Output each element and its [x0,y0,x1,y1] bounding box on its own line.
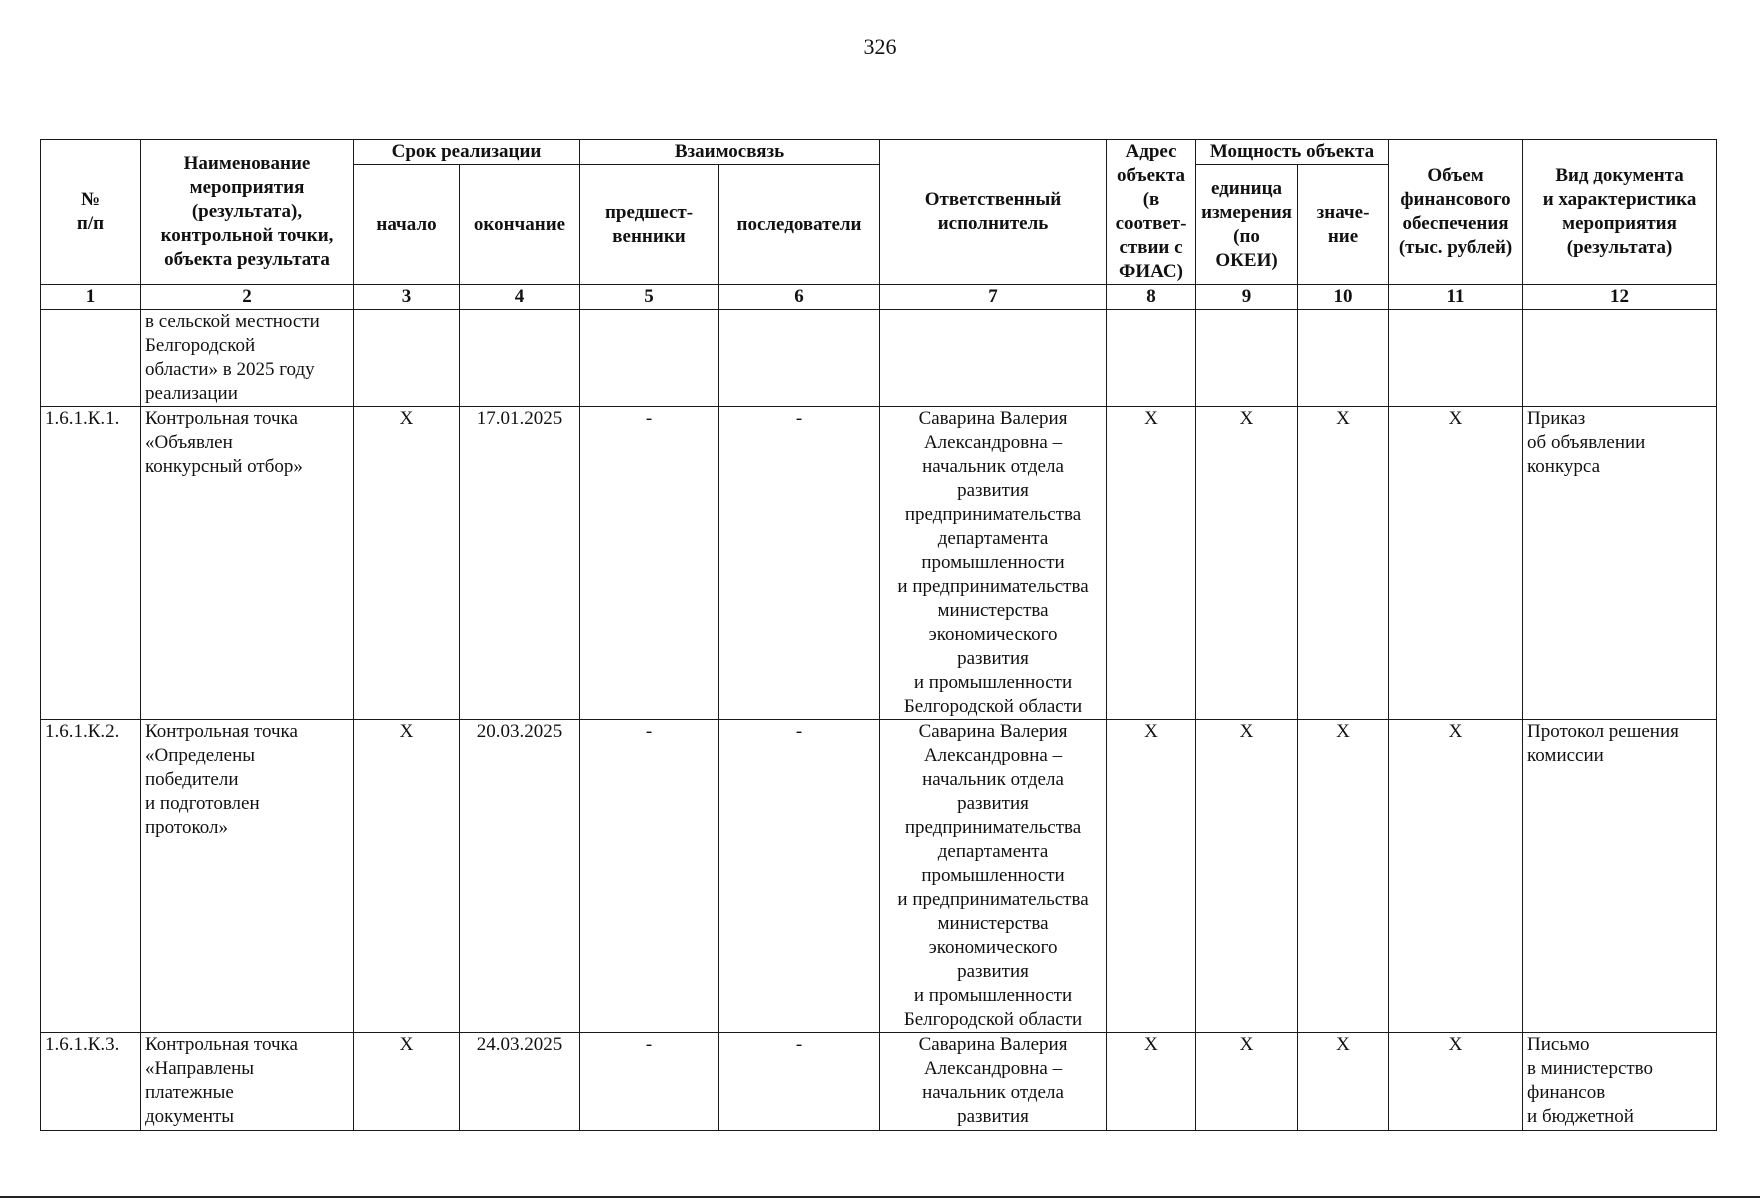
column-number: 10 [1298,285,1389,310]
header-value: значе- ние [1298,165,1389,285]
cell-successors: - [719,720,880,1033]
cell-name: Контрольная точка «Объявлен конкурсный отбор» [141,407,354,720]
header-start: начало [354,165,460,285]
cell-finance: X [1389,1033,1523,1131]
column-number: 7 [880,285,1107,310]
header-predecessors: предшест- венники [580,165,719,285]
cell-doc: Протокол решения комиссии [1523,720,1717,1033]
cell-finance: X [1389,407,1523,720]
column-number: 2 [141,285,354,310]
plan-table [40,139,1717,1131]
cell-num: 1.6.1.К.2. [41,720,141,1033]
cell-value: X [1298,720,1389,1033]
cell-empty [354,310,460,407]
cell-end: 20.03.2025 [460,720,580,1033]
cell-end: 24.03.2025 [460,1033,580,1131]
column-number: 11 [1389,285,1523,310]
header-responsible: Ответственный исполнитель [880,140,1107,285]
cell-value: X [1298,407,1389,720]
cell-unit: X [1196,720,1298,1033]
header-name: Наименование мероприятия (результата), контрольной точки, объекта результата [141,140,354,285]
cell-predecessors: - [580,1033,719,1131]
cell-successors: - [719,407,880,720]
table-row [41,407,1717,720]
table-row [41,1033,1717,1131]
header-end: окончание [460,165,580,285]
cell-start: X [354,720,460,1033]
cell-start: X [354,407,460,720]
column-number: 12 [1523,285,1717,310]
cell-empty [580,310,719,407]
column-number: 4 [460,285,580,310]
header-num: № п/п [41,140,141,285]
table-body [41,285,1717,1131]
cell-empty [1196,310,1298,407]
cell-end: 17.01.2025 [460,407,580,720]
cell-unit: X [1196,1033,1298,1131]
cell-address: X [1107,1033,1196,1131]
column-number: 8 [1107,285,1196,310]
cell-start: X [354,1033,460,1131]
cell-empty [1298,310,1389,407]
column-number: 9 [1196,285,1298,310]
cell-predecessors: - [580,720,719,1033]
cell-empty [41,310,141,407]
cell-unit: X [1196,407,1298,720]
cell-doc: Приказ об объявлении конкурса [1523,407,1717,720]
column-number: 5 [580,285,719,310]
cell-empty [460,310,580,407]
cell-name: в сельской местности Белгородской области» в 2025 году реализации [141,310,354,407]
cell-num: 1.6.1.К.1. [41,407,141,720]
table-row [41,720,1717,1033]
cell-address: X [1107,720,1196,1033]
continuation-row [41,310,1717,407]
column-number: 1 [41,285,141,310]
cell-empty [1107,310,1196,407]
column-number: 3 [354,285,460,310]
header-doc-type: Вид документа и характеристика мероприятия (результата) [1523,140,1717,285]
cell-predecessors: - [580,407,719,720]
cell-empty [1523,310,1717,407]
cell-responsible: Саварина Валерия Александровна – начальник отдела развития [880,1033,1107,1131]
table-header [41,140,1717,285]
cell-successors: - [719,1033,880,1131]
footer-rule [0,1196,1760,1198]
header-term: Срок реализации [354,140,580,165]
page-number: 326 [863,34,897,59]
cell-num: 1.6.1.К.3. [41,1033,141,1131]
header-unit: единица измерения (по ОКЕИ) [1196,165,1298,285]
cell-responsible: Саварина Валерия Александровна – начальник отдела развития предпринимательства департамента промышленности и предпринимательства министерства экономического развития и промышленности Белгородской области [880,407,1107,720]
cell-empty [719,310,880,407]
column-number-row [41,285,1717,310]
cell-doc: Письмо в министерство финансов и бюджетной [1523,1033,1717,1131]
cell-responsible: Саварина Валерия Александровна – начальник отдела развития предпринимательства департамента промышленности и предпринимательства министерства экономического развития и промышленности Белгородской области [880,720,1107,1033]
header-successors: последователи [719,165,880,285]
column-number: 6 [719,285,880,310]
header-relation: Взаимосвязь [580,140,880,165]
cell-empty [1389,310,1523,407]
header-capacity: Мощность объекта [1196,140,1389,165]
header-finance: Объем финансового обеспечения (тыс. рублей) [1389,140,1523,285]
cell-value: X [1298,1033,1389,1131]
header-address: Адрес объекта (в соответ- ствии с ФИАС) [1107,140,1196,285]
cell-finance: X [1389,720,1523,1033]
cell-name: Контрольная точка «Определены победители и подготовлен протокол» [141,720,354,1033]
cell-address: X [1107,407,1196,720]
cell-empty [880,310,1107,407]
cell-name: Контрольная точка «Направлены платежные документы [141,1033,354,1131]
